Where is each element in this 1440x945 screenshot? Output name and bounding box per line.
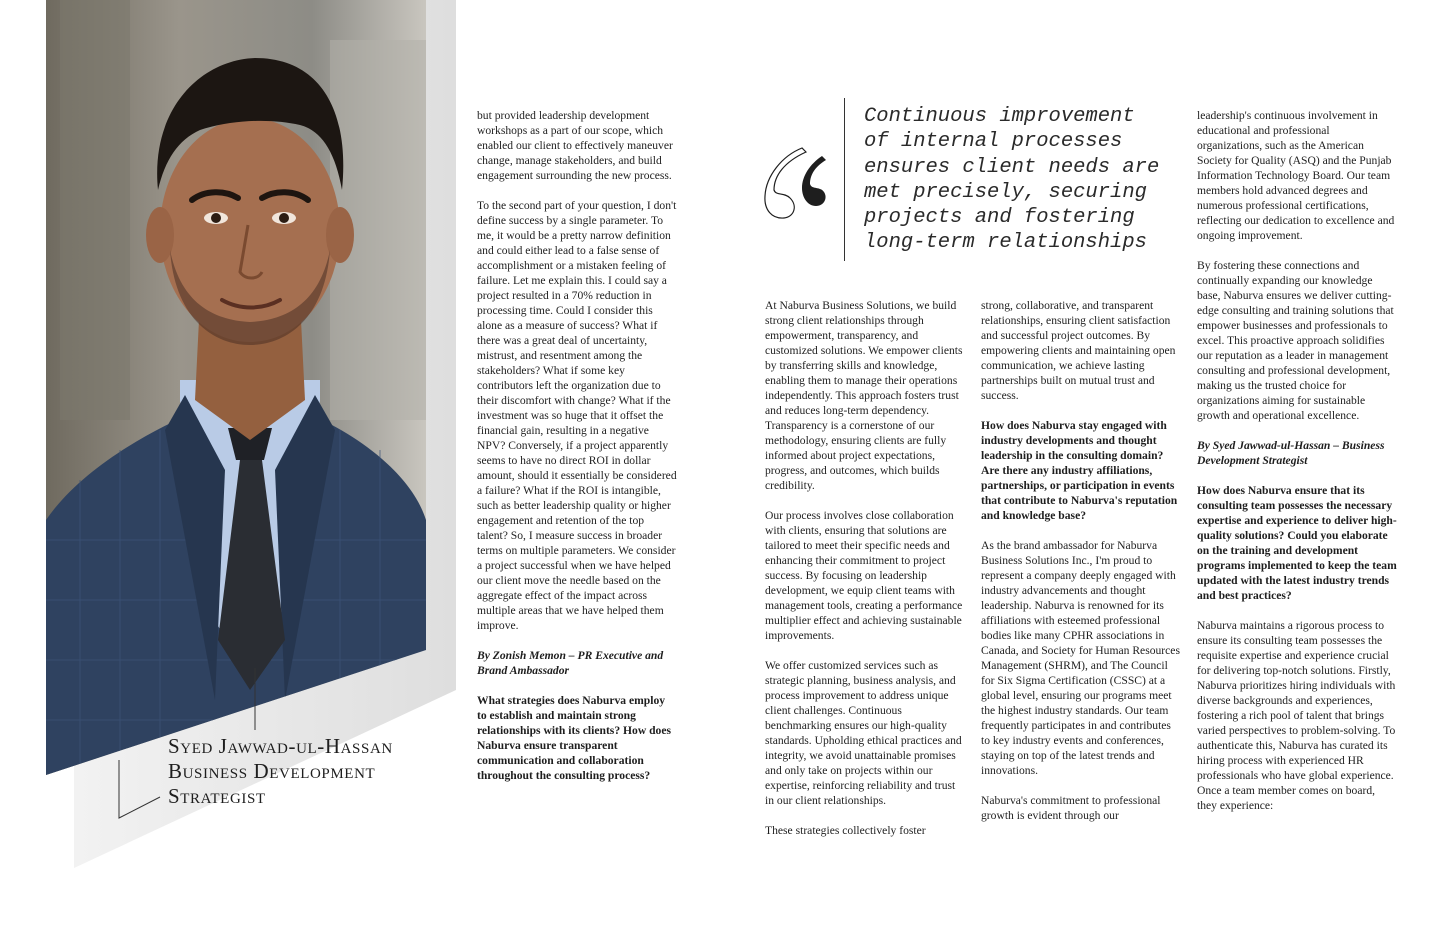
paragraph: We offer customized services such as strategic planning, business analysis, and process improvement to address unique client challenges. Continuous benchmarking ensures our high-quality standards. Upholding ethical practices and integrity, we avoid unattainable promises and only take on projects within our expertise, reinforcing reliability and trust in our client relationships. bbox=[765, 659, 962, 807]
article-column-3 bbox=[981, 298, 1181, 838]
paragraph: but provided leadership development workshops as a part of our scope, which enabled our client to effectively maneuver change, manage stakeholders, and build engagement surrounding the new process. bbox=[477, 109, 673, 182]
quote-mark-icon bbox=[762, 146, 828, 220]
pull-quote-line: projects and fostering bbox=[864, 206, 1135, 230]
article-column-2 bbox=[765, 298, 965, 853]
profile-title-line1: Business Development bbox=[168, 759, 376, 783]
profile-title-line2: Strategist bbox=[168, 784, 266, 808]
paragraph: Our process involves close collaboration with clients, ensuring that solutions are tailored to meet their specific needs and enhancing their commitment to project success. By focusing on leadership development, we equip client teams with management tools, creating a performance multiplier effect and achieving sustainable improvements. bbox=[765, 509, 963, 642]
paragraph: By fostering these connections and continually expanding our knowledge base, Naburva ensures we deliver cutting-edge consulting and training solutions that empower businesses and professionals to excel. This proactive approach solidifies our reputation as a leader in management consulting and professional development, making us the trusted choice for organizations aiming for sustainable growth and operational excellence. bbox=[1197, 259, 1394, 422]
interview-question: How does Naburva stay engaged with industry developments and thought leadership in the consulting domain? Are there any industry affiliations, partnerships, or participation in events that contribute to Naburva's reputation and knowledge base? bbox=[981, 419, 1178, 522]
paragraph: strong, collaborative, and transparent relationships, ensuring client satisfaction and successful project outcomes. By empowering clients and maintaining open communication, we achieve lasting partnerships built on mutual trust and success. bbox=[981, 299, 1176, 402]
pull-quote-line: met precisely, securing bbox=[864, 180, 1147, 204]
paragraph: Naburva maintains a rigorous process to ensure its consulting team possesses the requisite expertise and experience crucial for delivering top-notch solutions. Firstly, Naburva prioritizes hiring individuals with diverse backgrounds and experiences, fostering a rich pool of talent that brings varied perspectives to problem-solving. To authenticate this, Naburva has curated its hiring process with experienced HR professionals who have global experience. Once a team member comes on board, they experience: bbox=[1197, 619, 1396, 812]
profile-name: Syed Jawwad-ul-Hassan bbox=[168, 734, 393, 758]
paragraph: As the brand ambassador for Naburva Business Solutions Inc., I'm proud to represent a company deeply engaged with industry advancements and thought leadership. Naburva is renowned for its affiliations with esteemed professional bodies like many CPHR associations in Canada, and Society for Human Resources Management (SHRM), and The Council for Six Sigma Certification (CSSC) at a global level, ensuring our programs meet the highest industry standards. Our team frequently participates in and contributes to key industry events and conferences, staying on top of the latest trends and innovations. bbox=[981, 539, 1180, 777]
paragraph: To the second part of your question, I don't define success by a single parameter. To me, it would be a pretty narrow definition and could either lead to a false sense of accomplishment or a mistaken feeling of failure. Let me explain this. I could say a project resulted in a 70% reduction in processing time. Could I consider this alone as a measure of success? What if there was a great deal of uncertainty, mistrust, and resentment among the stakeholders? What if some key contributors left the organization due to their discomfort with change? What if the investment was so huge that it offset the financial gain, resulting in a negative NPV? Conversely, if a project apparently seems to have no direct ROI in dollar amount, should it essentially be considered a failure? What if the ROI is intangible, such as better leadership quality or higher engagement and retention of the top talent? So, I measure success in broader terms on multiple parameters. We consider a project successful when we have helped our client move the needle based on the aggregate effect of the impact across multiple areas that we have helped them improve. bbox=[477, 199, 677, 632]
byline: By Zonish Memon – PR Executive and Brand Ambassador bbox=[477, 649, 664, 677]
paragraph: leadership's continuous involvement in educational and professional organizations, such as the American Society for Quality (ASQ) and the Punjab Information Technology Board. Our team members hold advanced degrees and numerous professional certifications, reflecting our dedication to excellence and ongoing improvement. bbox=[1197, 109, 1395, 242]
interview-question: How does Naburva ensure that its consulting team possesses the necessary expertise and experience to deliver high-quality solutions? Could you elaborate on the training and development programs implemented to keep the team updated with the latest industry trends and best practices? bbox=[1197, 484, 1397, 602]
paragraph: These strategies collectively foster bbox=[765, 824, 926, 837]
profile-name-caption bbox=[168, 734, 458, 809]
interview-question: What strategies does Naburva employ to establish and maintain strong relationships with its clients? How does Naburva ensure transparent communication and collaboration throughout the consulting process? bbox=[477, 694, 671, 782]
pull-quote-line: long-term relationships bbox=[864, 231, 1147, 255]
pull-quote-line: Continuous improvement bbox=[864, 105, 1135, 128]
article-column-4 bbox=[1197, 108, 1397, 828]
paragraph: Naburva's commitment to professional growth is evident through our bbox=[981, 794, 1161, 822]
pull-quote bbox=[864, 104, 1194, 256]
quote-rule bbox=[844, 98, 845, 261]
paragraph: At Naburva Business Solutions, we build strong client relationships through empowerment, transparency, and customized solutions. We empower clients by transferring skills and knowledge, enabling them to manage their operations independently. This approach fosters trust and reduces long-term dependency. Transparency is a cornerstone of our methodology, ensuring clients are fully informed about project expectations, progress, and outcomes, which builds credibility. bbox=[765, 299, 963, 492]
byline: By Syed Jawwad-ul-Hassan – Business Development Strategist bbox=[1197, 439, 1385, 467]
pull-quote-line: ensures client needs are bbox=[864, 155, 1160, 179]
pull-quote-line: of internal processes bbox=[864, 130, 1123, 154]
article-column-1 bbox=[477, 108, 677, 798]
